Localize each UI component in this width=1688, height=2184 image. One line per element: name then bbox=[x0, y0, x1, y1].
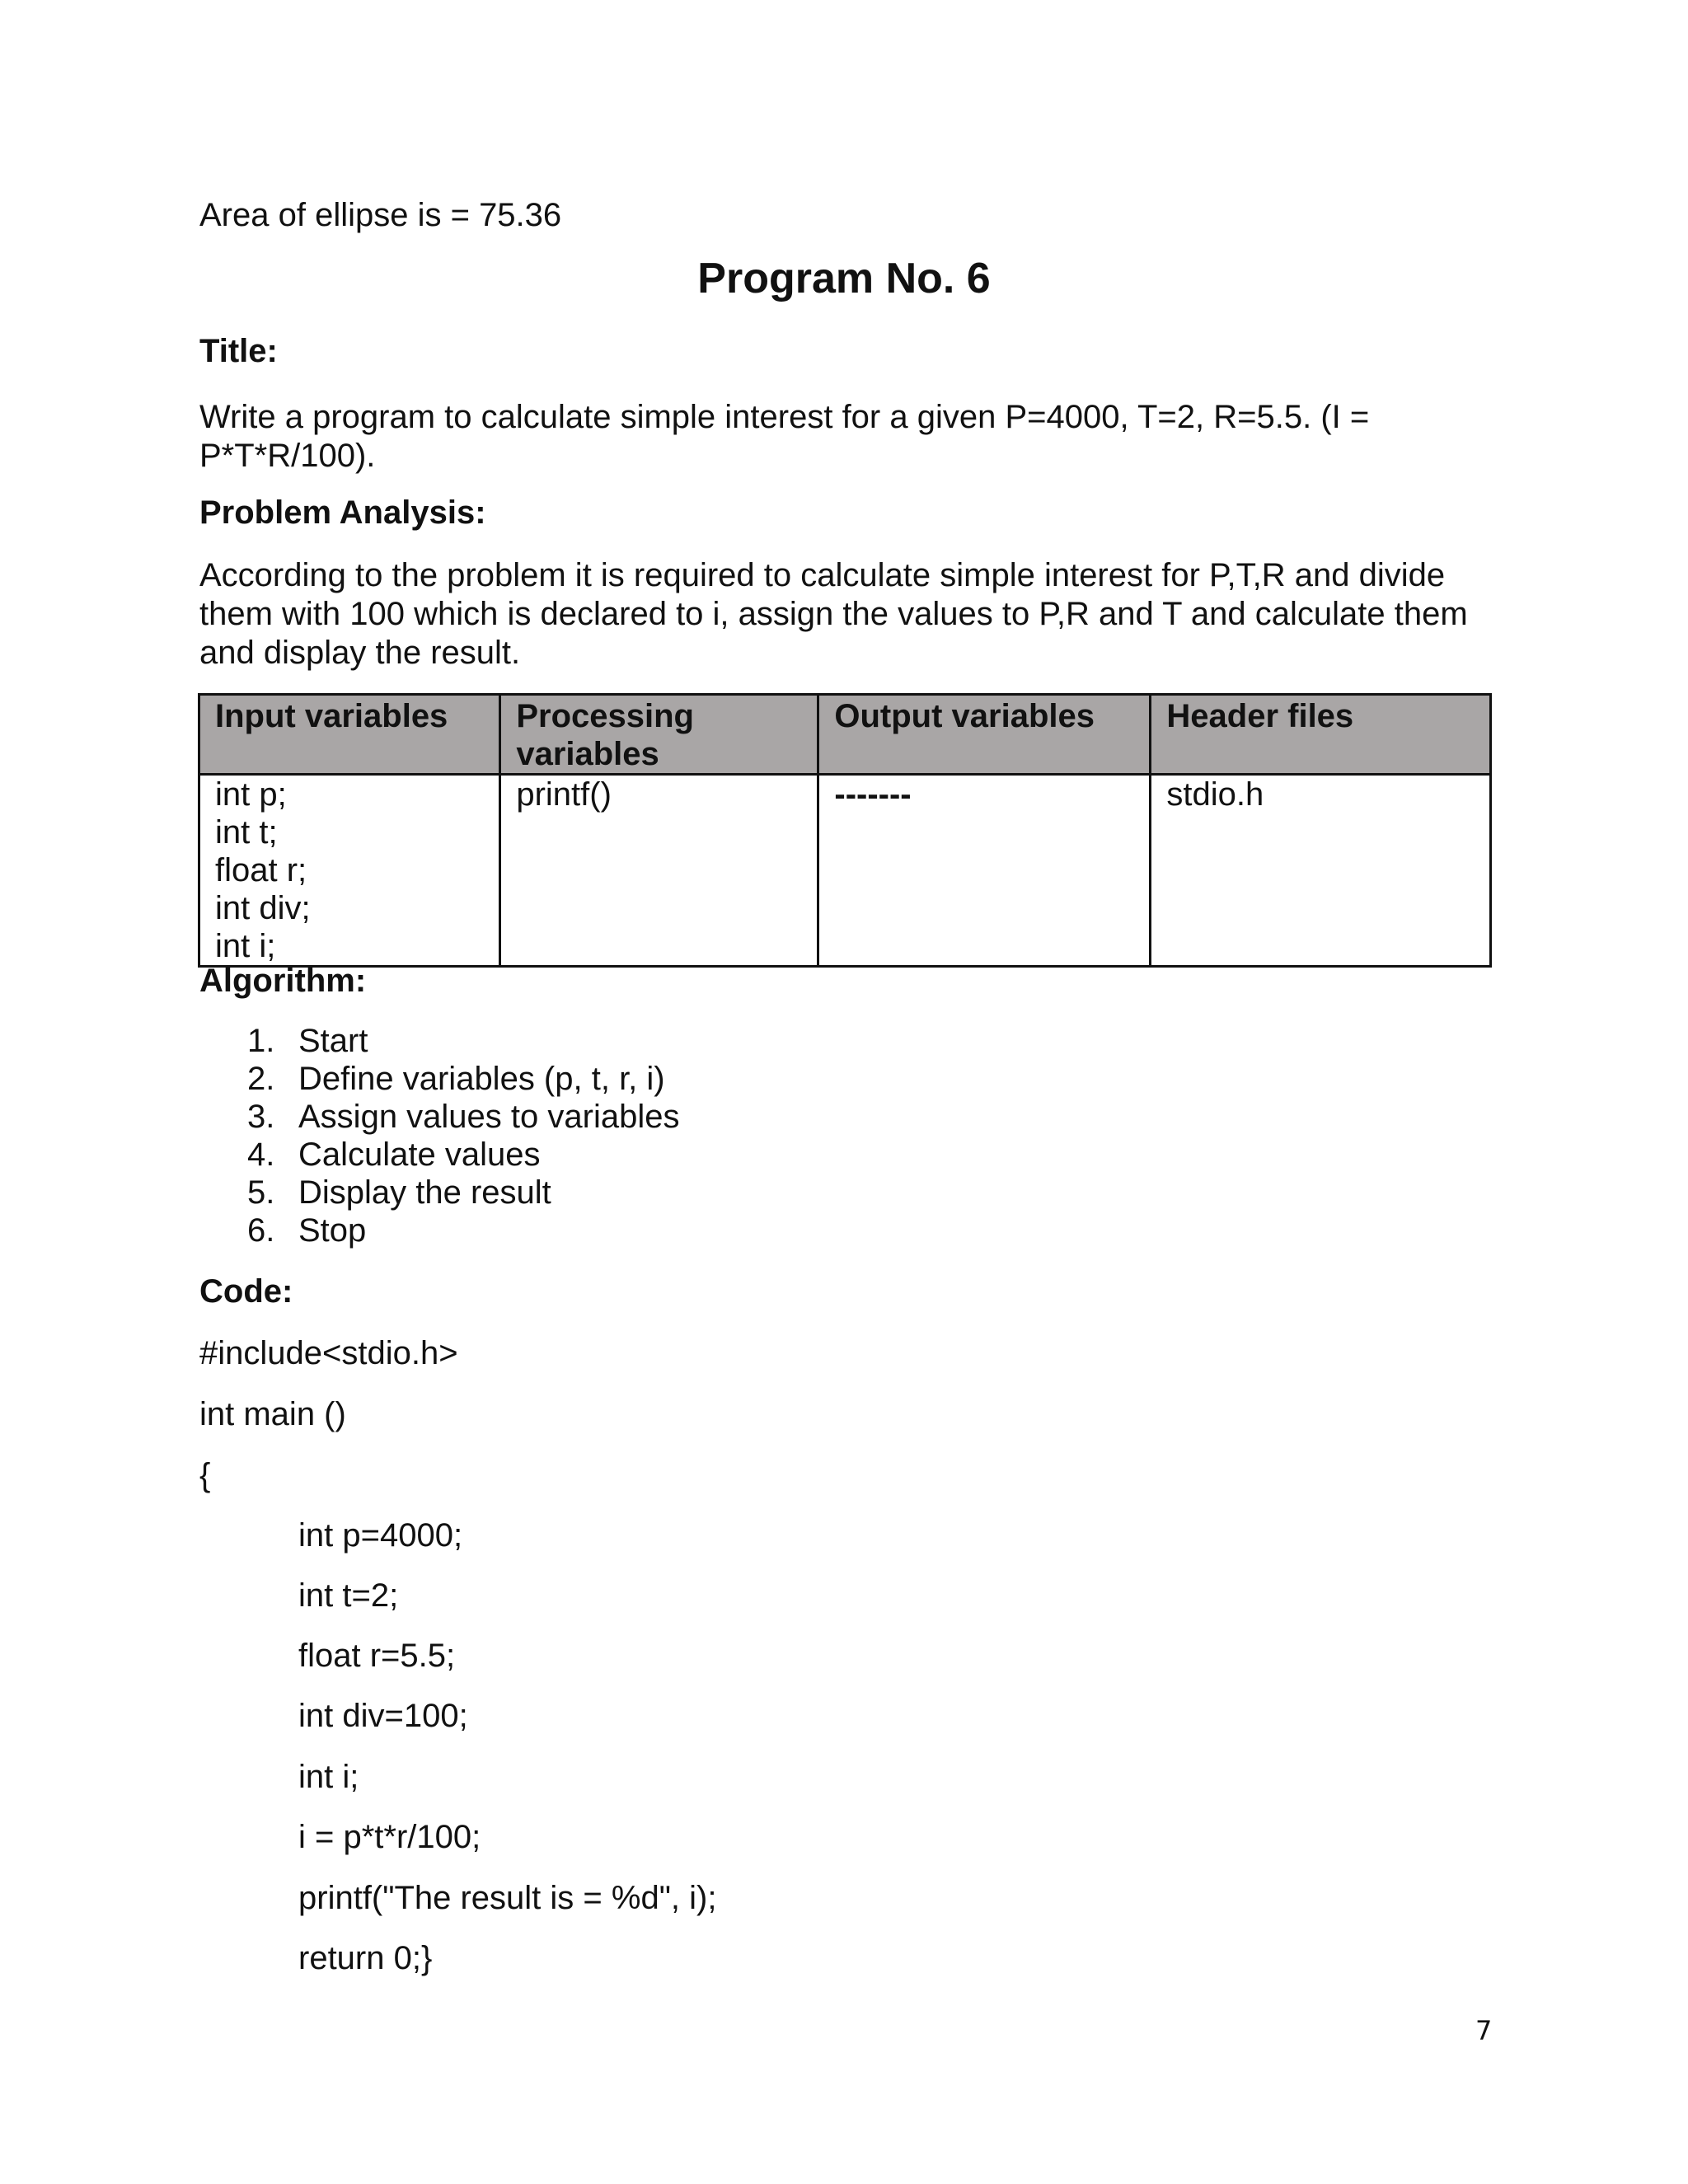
code-line: int div=100; bbox=[298, 1698, 468, 1734]
title-heading: Title: bbox=[199, 333, 278, 369]
header-processing-variables: Processing variables bbox=[500, 695, 818, 775]
code-line: i = p*t*r/100; bbox=[298, 1819, 481, 1855]
list-item: 2. Define variables (p, t, r, i) bbox=[247, 1061, 665, 1097]
input-var: int p; bbox=[215, 776, 287, 813]
header-header-files: Header files bbox=[1151, 695, 1491, 775]
code-line: int i; bbox=[298, 1759, 359, 1795]
header-files-cell: stdio.h bbox=[1151, 775, 1491, 967]
code-line: float r=5.5; bbox=[298, 1638, 456, 1674]
code-heading: Code: bbox=[199, 1273, 293, 1310]
program-title: Program No. 6 bbox=[697, 255, 991, 302]
header-output-variables: Output variables bbox=[818, 695, 1151, 775]
problem-analysis-text: According to the problem it is required to calculate simple interest for P,T,R and divide them with 100 which is declared to i, assign the values to P,R and T and calculate them and display the result. bbox=[199, 557, 1468, 671]
header-input-variables: Input variables bbox=[199, 695, 500, 775]
previous-output-line: Area of ellipse is = 75.36 bbox=[199, 197, 562, 233]
input-var: float r; bbox=[215, 852, 307, 888]
code-line: { bbox=[199, 1457, 211, 1493]
problem-analysis-heading: Problem Analysis: bbox=[199, 494, 486, 531]
table-row bbox=[199, 775, 1491, 967]
list-item: 5. Display the result bbox=[247, 1174, 551, 1211]
algorithm-list bbox=[199, 1022, 679, 1249]
code-line: #include<stdio.h> bbox=[199, 1335, 458, 1371]
list-item: 1. Start bbox=[247, 1023, 368, 1059]
output-variables-cell: ------- bbox=[818, 775, 1151, 967]
code-line: int t=2; bbox=[298, 1577, 399, 1614]
variables-table bbox=[198, 693, 1492, 968]
list-item: 3. Assign values to variables bbox=[247, 1099, 680, 1135]
processing-variables-cell: printf() bbox=[500, 775, 818, 967]
input-var: int t; bbox=[215, 814, 278, 851]
algorithm-heading: Algorithm: bbox=[199, 963, 367, 999]
list-item: 6. Stop bbox=[247, 1212, 367, 1249]
title-text: Write a program to calculate simple interest for a given P=4000, T=2, R=5.5. (I = P*T*R/100). bbox=[199, 399, 1370, 474]
code-line: return 0;} bbox=[298, 1940, 433, 1976]
code-line: int main () bbox=[199, 1396, 346, 1432]
input-var: int div; bbox=[215, 890, 311, 926]
page-number: 7 bbox=[1475, 2015, 1493, 2046]
code-line: int p=4000; bbox=[298, 1517, 463, 1554]
list-item: 4. Calculate values bbox=[247, 1137, 541, 1173]
input-var: int i; bbox=[215, 928, 276, 964]
code-line: printf("The result is = %d", i); bbox=[298, 1880, 717, 1916]
table-header-row bbox=[199, 695, 1491, 775]
input-variables-cell bbox=[199, 775, 500, 967]
